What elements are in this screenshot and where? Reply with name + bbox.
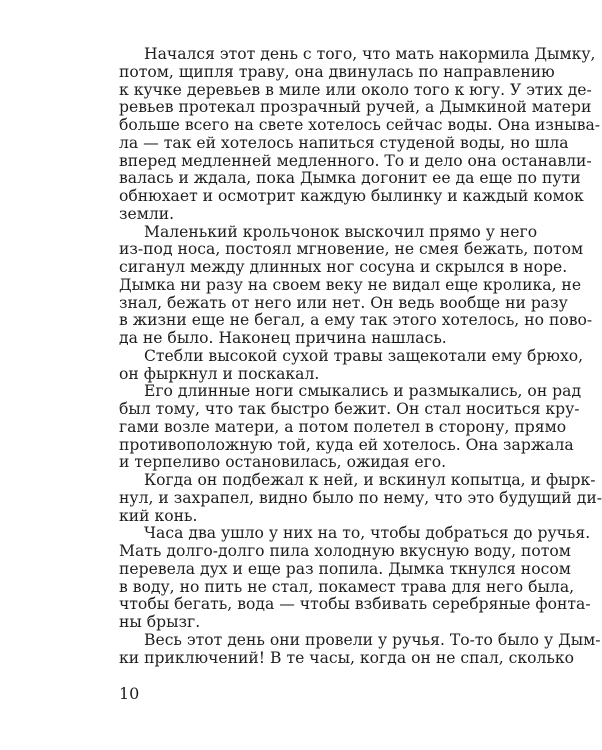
text-line: противоположную той, куда ей хотелось. Она заржала — [119, 435, 574, 454]
text-line: в жизни еще не бегал, а ему так этого хотелось, но пово- — [119, 311, 593, 330]
page-number: 10 — [119, 684, 140, 703]
text-line: ревьев протекал прозрачный ручей, а Дымкиной матери — [119, 98, 592, 117]
text-line: ла — так ей хотелось напиться студеной воды, но шла — [119, 133, 569, 152]
text-line: Часа два ушло у них на то, чтобы добраться до ручья. — [144, 524, 591, 543]
text-line: был тому, что так быстро бежит. Он стал носиться кру- — [119, 400, 580, 418]
text-line: к кучке деревьев в миле или около того к югу. У этих де- — [119, 80, 592, 99]
text-line: и терпеливо остановилась, ожидая его. — [119, 453, 447, 472]
text-line: больше всего на свете хотелось сейчас воды. Она изныва- — [119, 116, 601, 134]
text-line: знал, бежать от него или нет. Он ведь вообще ни разу — [119, 293, 568, 312]
text-line: потом, щипля траву, она двинулась по направлению — [119, 62, 555, 81]
text-line: Дымка ни разу на своем веку не видал еще кролика, не — [119, 275, 582, 294]
text-line: Мать долго-долго пила холодную вкусную воду, потом — [119, 542, 571, 560]
text-line: сиганул между длинных ног сосуна и скрылся в норе. — [119, 258, 568, 276]
text-line: Маленький крольчонок выскочил прямо у него — [144, 222, 538, 241]
text-line: гами возле матери, а потом полетел в сторону, прямо — [119, 417, 567, 436]
text-line: перевела дух и еще раз попила. Дымка ткнулся носом — [119, 559, 571, 578]
text-line: из-под носа, постоял мгновение, не смея бежать, потом — [119, 240, 584, 259]
text-line: Когда он подбежал к ней, и вскинул копытца, и фырк- — [144, 471, 596, 489]
text-line: кий конь. — [119, 506, 198, 525]
text-line: да не было. Наконец причина нашлась. — [119, 329, 447, 347]
text-line: чтобы бегать, вода — чтобы взбивать серебряные фонта- — [119, 595, 591, 614]
text-line: Стебли высокой сухой травы защекотали ему брюхо, — [144, 346, 584, 365]
text-line: он фыркнул и поскакал. — [119, 364, 320, 383]
text-line: вперед медленней медленного. То и дело она останавли- — [119, 151, 592, 170]
text-line: земли. — [119, 204, 175, 223]
text-line: ны брызг. — [119, 613, 201, 631]
text-line: нул, и захрапел, видно было по нему, что это будущий ди- — [119, 488, 602, 507]
text-line: Его длинные ноги смыкались и размыкались, он рад — [144, 382, 582, 401]
text-line: обнюхает и осмотрит каждую былинку и каждый комок — [119, 187, 584, 205]
text-line: валась и ждала, пока Дымка догонит ее да еще по пути — [119, 169, 581, 188]
text-line: в воду, но пить не стал, покамест трава для него была, — [119, 577, 575, 596]
text-line: Начался этот день с того, что мать накормила Дымку, — [144, 45, 596, 63]
text-line: ки приключений! В те часы, когда он не спал, сколько — [119, 648, 575, 667]
text-line: Весь этот день они провели у ручья. То-то было у Дым- — [144, 630, 601, 649]
